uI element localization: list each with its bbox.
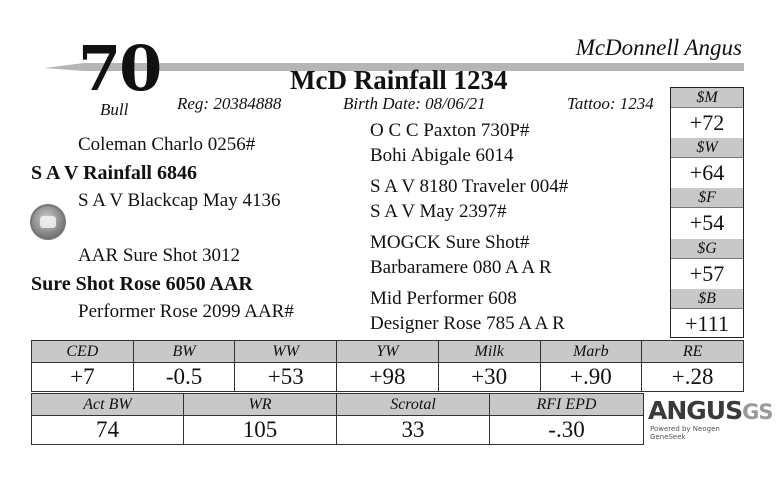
tattoo: Tattoo: 1234 [567, 94, 654, 113]
actuals-table [31, 393, 644, 445]
epd-header-row [32, 341, 744, 363]
epd-value-cell: +53 [235, 363, 337, 392]
actuals-value-row [32, 416, 644, 445]
actuals-value-cell: 105 [184, 416, 337, 445]
epd-header-cell: Marb [540, 341, 642, 363]
pedigree-right-line: Barbaramere 080 A A R [370, 257, 552, 278]
epd-header-cell: WW [235, 341, 337, 363]
dollar-index-value: +64 [689, 160, 725, 186]
actuals-header-row [32, 394, 644, 416]
animal-sex: Bull [100, 100, 129, 119]
dollar-index-row [671, 289, 743, 339]
logo-suffix-text: GS [742, 400, 773, 424]
dollar-index-row [671, 138, 743, 188]
epd-value-row [32, 363, 744, 392]
epd-header-cell: YW [337, 341, 439, 363]
certification-badge-icon [30, 204, 66, 240]
epd-value-cell: +7 [32, 363, 134, 392]
epd-header-cell: BW [133, 341, 235, 363]
pedigree-right-line: S A V 8180 Traveler 004# [370, 176, 569, 197]
pedigree-sire-sire: Coleman Charlo 0256# [78, 134, 256, 155]
dollar-index-label: $M [671, 88, 743, 108]
actuals-header-cell: RFI EPD [490, 394, 644, 416]
dollar-index-label: $W [671, 138, 743, 158]
epd-header-cell: Milk [438, 341, 540, 363]
actuals-value-cell: 33 [337, 416, 490, 445]
epd-value-cell: -0.5 [133, 363, 235, 392]
pedigree-dam: Sure Shot Rose 6050 AAR [31, 273, 253, 295]
logo-main-text: ANGUS [648, 396, 743, 425]
dollar-index-row [671, 88, 743, 138]
pedigree-dam-dam: Performer Rose 2099 AAR# [78, 301, 294, 322]
angus-gs-logo [648, 396, 773, 441]
actuals-value-cell: 74 [32, 416, 184, 445]
animal-name: McD Rainfall 1234 [290, 65, 508, 95]
dollar-index-row [671, 188, 743, 238]
pedigree-right-line: O C C Paxton 730P# [370, 120, 530, 141]
pedigree-right-line: MOGCK Sure Shot# [370, 232, 530, 253]
actuals-header-cell: WR [184, 394, 337, 416]
pedigree-right-line: S A V May 2397# [370, 201, 507, 222]
pedigree-right-line: Designer Rose 785 A A R [370, 313, 565, 334]
pedigree-sire-dam: S A V Blackcap May 4136 [78, 190, 281, 211]
actuals-header-cell: Act BW [32, 394, 184, 416]
pedigree-sire: S A V Rainfall 6846 [31, 162, 197, 184]
epd-value-cell: +98 [337, 363, 439, 392]
actuals-value-cell: -.30 [490, 416, 644, 445]
dollar-index-value: +57 [689, 260, 725, 286]
epd-value-cell: +.28 [642, 363, 744, 392]
epd-header-cell: CED [32, 341, 134, 363]
dollar-index-value: +54 [689, 210, 725, 236]
epd-table [31, 340, 744, 392]
registration-number: Reg: 20384888 [177, 94, 282, 113]
dollar-index-label: $B [671, 289, 743, 309]
epd-value-cell: +30 [438, 363, 540, 392]
dollar-index-row [671, 239, 743, 289]
actuals-header-cell: Scrotal [337, 394, 490, 416]
pedigree-dam-sire: AAR Sure Shot 3012 [78, 245, 241, 266]
birth-date: Birth Date: 08/06/21 [343, 94, 486, 113]
seller-name: McDonnell Angus [575, 35, 742, 60]
epd-value-cell: +.90 [540, 363, 642, 392]
logo-subtext: Powered by Neogen GeneSeek [650, 425, 720, 441]
dollar-index-panel [670, 87, 744, 338]
epd-header-cell: RE [642, 341, 744, 363]
pedigree-right-line: Bohi Abigale 6014 [370, 145, 514, 166]
lot-number: 70 [78, 32, 161, 105]
dollar-index-label: $F [671, 188, 743, 208]
dollar-index-label: $G [671, 239, 743, 259]
dollar-index-value: +111 [685, 310, 729, 336]
pedigree-right-line: Mid Performer 608 [370, 288, 517, 309]
dollar-index-value: +72 [689, 110, 725, 135]
